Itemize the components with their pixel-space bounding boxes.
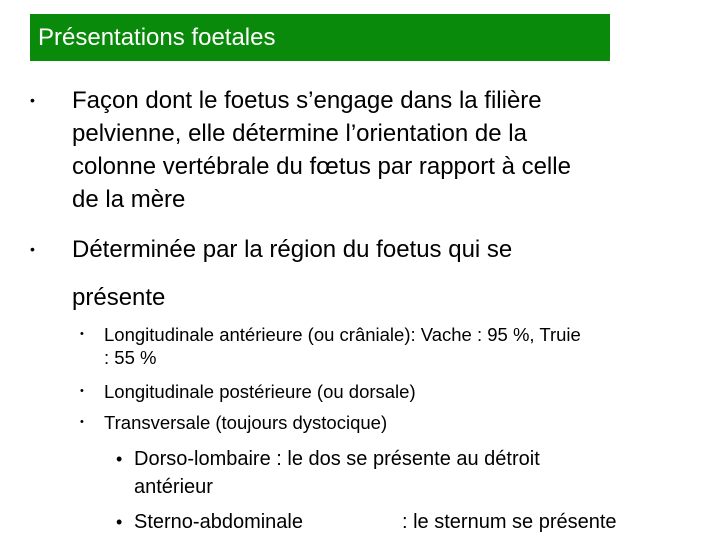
sub-bullet-1-line-1: Longitudinale antérieure (ou crâniale): Vache : 95 %, Truie <box>104 324 581 345</box>
bullet-marker: • <box>30 92 35 108</box>
sub-sub-bullet-1-line-2: antérieur <box>134 476 213 498</box>
bullet-1-line-4: de la mère <box>72 186 186 213</box>
bullet-1-line-2: pelvienne, elle détermine l’orientation de la <box>72 120 527 147</box>
sub-bullet-1-line-2: : 55 % <box>104 347 157 368</box>
sub-bullet-2: Longitudinale postérieure (ou dorsale) <box>104 381 416 402</box>
sub-sub-bullet-marker: • <box>116 449 123 469</box>
sub-bullet-marker: • <box>80 328 84 340</box>
sub-sub-bullet-marker: • <box>116 512 123 532</box>
sub-bullet-marker: • <box>80 385 84 397</box>
sub-bullet-3: Transversale (toujours dystocique) <box>104 412 388 433</box>
bullet-2-line-2: présente <box>72 284 166 311</box>
sub-sub-bullet-2-right: : le sternum se présente <box>402 511 617 533</box>
bullet-marker: • <box>30 241 35 257</box>
sub-bullet-marker: • <box>80 416 84 428</box>
slide-title: Présentations foetales <box>38 24 276 51</box>
bullet-1-line-3: colonne vertébrale du fœtus par rapport à celle <box>72 153 571 180</box>
title-bar <box>30 14 610 61</box>
sub-sub-bullet-1-line-1: Dorso-lombaire : le dos se présente au détroit <box>134 448 540 470</box>
bullet-2-line-1: Déterminée par la région du foetus qui se <box>72 236 513 263</box>
bullet-1-line-1: Façon dont le foetus s’engage dans la filière <box>72 87 542 114</box>
sub-sub-bullet-2-left: Sterno-abdominale <box>134 511 303 533</box>
